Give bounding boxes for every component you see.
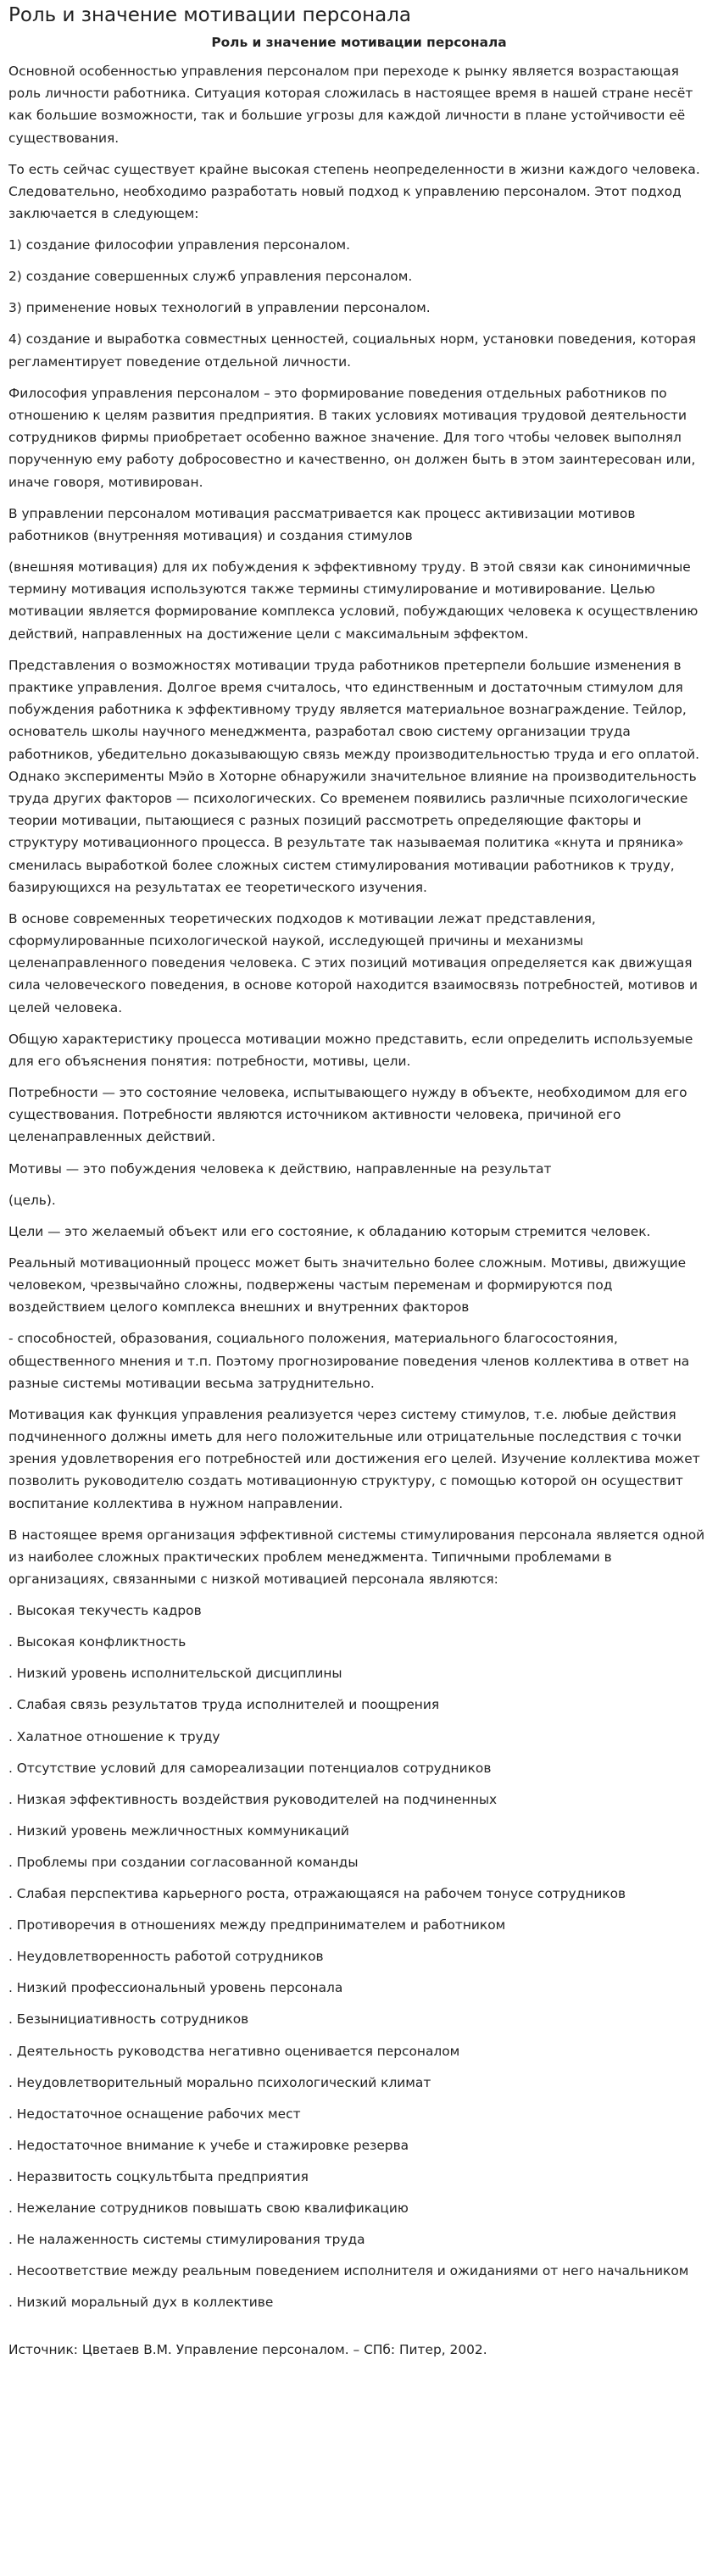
document-body bbox=[8, 60, 710, 2313]
paragraph: . Отсутствие условий для самореализации потенциалов сотрудников bbox=[8, 1760, 492, 1776]
paragraph: В управлении персоналом мотивация рассматривается как процесс активизации мотивов работников (внутренняя мотивация) и создания стимулов bbox=[8, 505, 636, 543]
document-subtitle: Роль и значение мотивации персонала bbox=[211, 35, 507, 50]
paragraph: . Несоответствие между реальным поведением исполнителя и ожиданиями от него начальником bbox=[8, 2263, 689, 2279]
paragraph: . Низкий уровень межличностных коммуникаций bbox=[8, 1822, 349, 1839]
paragraph: . Деятельность руководства негативно оценивается персоналом bbox=[8, 2043, 460, 2059]
paragraph: . Слабая перспектива карьерного роста, отражающаяся на рабочем тонусе сотрудников bbox=[8, 1886, 626, 1902]
paragraph: . Недостаточное оснащение рабочих мест bbox=[8, 2106, 301, 2122]
paragraph: В настоящее время организация эффективной системы стимулирования персонала является одной из наиболее сложных практических проблем менеджмента. Типичными проблемами в организациях, связанными с низкой мотивацией персонала являются: bbox=[8, 1527, 705, 1588]
paragraph: 2) создание совершенных служб управления персоналом. bbox=[8, 269, 413, 285]
paragraph: . Низкий моральный дух в коллективе bbox=[8, 2295, 274, 2311]
paragraph: . Противоречия в отношениях между предпринимателем и работником bbox=[8, 1917, 506, 1933]
paragraph: . Слабая связь результатов труда исполнителей и поощрения bbox=[8, 1697, 440, 1713]
source-citation: Источник: Цветаев В.М. Управление персоналом. – СПб: Питер, 2002. bbox=[8, 2342, 487, 2358]
paragraph: . Высокая текучесть кадров bbox=[8, 1603, 202, 1619]
paragraph: Мотивация как функция управления реализуется через систему стимулов, т.е. любые действия подчиненного должны иметь для него положительные или отрицательные последствия с точки зрения удовлетворения его потребностей или достижения его целей. Изучение коллектива может позволить руководителю создать мотивационную структуру, с помощью которой он осуществит воспитание коллектива в нужном направлении. bbox=[8, 1406, 700, 1511]
paragraph: . Проблемы при создании согласованной команды bbox=[8, 1854, 359, 1870]
paragraph: Общую характеристику процесса мотивации можно представить, если определить используемые для его объяснения понятия: потребности, мотивы, цели. bbox=[8, 1031, 693, 1069]
paragraph: . Низкий профессиональный уровень персонала bbox=[8, 1980, 343, 1996]
paragraph: . Нежелание сотрудников повышать свою квалификацию bbox=[8, 2200, 409, 2216]
paragraph: . Неразвитость соцкультбыта предприятия bbox=[8, 2168, 309, 2184]
paragraph: (цель). bbox=[8, 1192, 56, 1208]
paragraph: . Низкая эффективность воздействия руководителей на подчиненных bbox=[8, 1791, 498, 1807]
paragraph: 4) создание и выработка совместных ценностей, социальных норм, установки поведения, которая регламентирует поведение отдельной личности. bbox=[8, 331, 696, 370]
paragraph: Мотивы — это побуждения человека к действию, направленные на результат bbox=[8, 1160, 552, 1177]
paragraph: В основе современных теоретических подходов к мотивации лежат представления, сформулированные психологической наукой, исследующей причины и механизмы целенаправленного поведения человека. С этих позиций мотивация определяется как движущая сила человеческого поведения, в основе которой находится взаимосвязь потребностей, мотивов и целей человека. bbox=[8, 910, 698, 1015]
paragraph: Цели — это желаемый объект или его состояние, к обладанию которым стремится человек. bbox=[8, 1223, 651, 1239]
paragraph: . Не налаженность системы стимулирования труда bbox=[8, 2232, 365, 2248]
paragraph: 3) применение новых технологий в управлении персоналом. bbox=[8, 300, 431, 316]
paragraph: . Недостаточное внимание к учебе и стажировке резерва bbox=[8, 2137, 409, 2153]
paragraph: . Безынициативность сотрудников bbox=[8, 2011, 249, 2028]
paragraph: . Халатное отношение к труду bbox=[8, 1728, 220, 1744]
paragraph: . Низкий уровень исполнительской дисциплины bbox=[8, 1666, 342, 1682]
paragraph: Потребности — это состояние человека, испытывающего нужду в объекте, необходимом для его существования. Потребности являются источником активности человека, причиной его целенаправленных действий. bbox=[8, 1085, 687, 1145]
paragraph: (внешняя мотивация) для их побуждения к эффективному труду. В этой связи как синонимичные термину мотивация используются также термины стимулирование и мотивирование. Целью мотивации является формирование комплекса условий, побуждающих человека к осуществлению действий, направленных на достижение цели с максимальным эффектом. bbox=[8, 559, 699, 642]
paragraph: . Неудовлетворительный морально психологический климат bbox=[8, 2074, 431, 2090]
paragraph: Реальный мотивационный процесс может быть значительно более сложным. Мотивы, движущие человеком, чрезвычайно сложны, подвержены частым переменам и формируются под воздействием целого комплекса внешних и внутренних факторов bbox=[8, 1255, 687, 1316]
paragraph: - способностей, образования, социального положения, материального благосостояния, общественного мнения и т.п. Поэтому прогнозирование поведения членов коллектива в ответ на разные системы мотивации весьма затруднительно. bbox=[8, 1331, 690, 1391]
paragraph: Представления о возможностях мотивации труда работников претерпели большие изменения в практике управления. Долгое время считалось, что единственным и достаточным стимулом для побуждения работника к эффективному труду является материальное вознаграждение. Тейлор, основатель школы научного менеджмента, разработал свою систему организации труда работников, убедительно доказывающую связь между производительностью труда и его оплатой. Однако эксперименты Мэйо в Хоторне обнаружили значительное влияние на производительность труда других факторов — психологических. Со временем появились различные психологические теории мотивации, пытающиеся с разных позиций рассмотреть определяющие факторы и структуру мотивационного процесса. В результате так называемая политика «кнута и пряника» сменилась выработкой более сложных систем стимулирования мотивации работников к труду, базирующихся на результатах ее теоретического изучения. bbox=[8, 657, 700, 895]
paragraph: Основной особенностью управления персоналом при переходе к рынку является возрастающая роль личности работника. Ситуация которая сложилась в настоящее время в нашей стране несёт как большие возможности, так и большие угрозы для каждой личности в плане устойчивости её существования. bbox=[8, 64, 693, 146]
paragraph: Философия управления персоналом – это формирование поведения отдельных работников по отношению к целям развития предприятия. В таких условиях мотивация трудовой деятельности сотрудников фирмы приобретает особенно важное значение. Для того чтобы человек выполнял порученную ему работу добросовестно и качественно, он должен быть в этом заинтересован или, иначе говоря, мотивирован. bbox=[8, 385, 696, 490]
page-title: Роль и значение мотивации персонала bbox=[8, 4, 412, 26]
paragraph: . Неудовлетворенность работой сотрудников bbox=[8, 1949, 324, 1965]
paragraph: То есть сейчас существует крайне высокая степень неопределенности в жизни каждого человека. Следовательно, необходимо разработать новый подход к управлению персоналом. Этот подход заключается в следующем: bbox=[8, 161, 700, 222]
paragraph: 1) создание философии управления персоналом. bbox=[8, 237, 350, 253]
paragraph: . Высокая конфликтность bbox=[8, 1634, 186, 1650]
